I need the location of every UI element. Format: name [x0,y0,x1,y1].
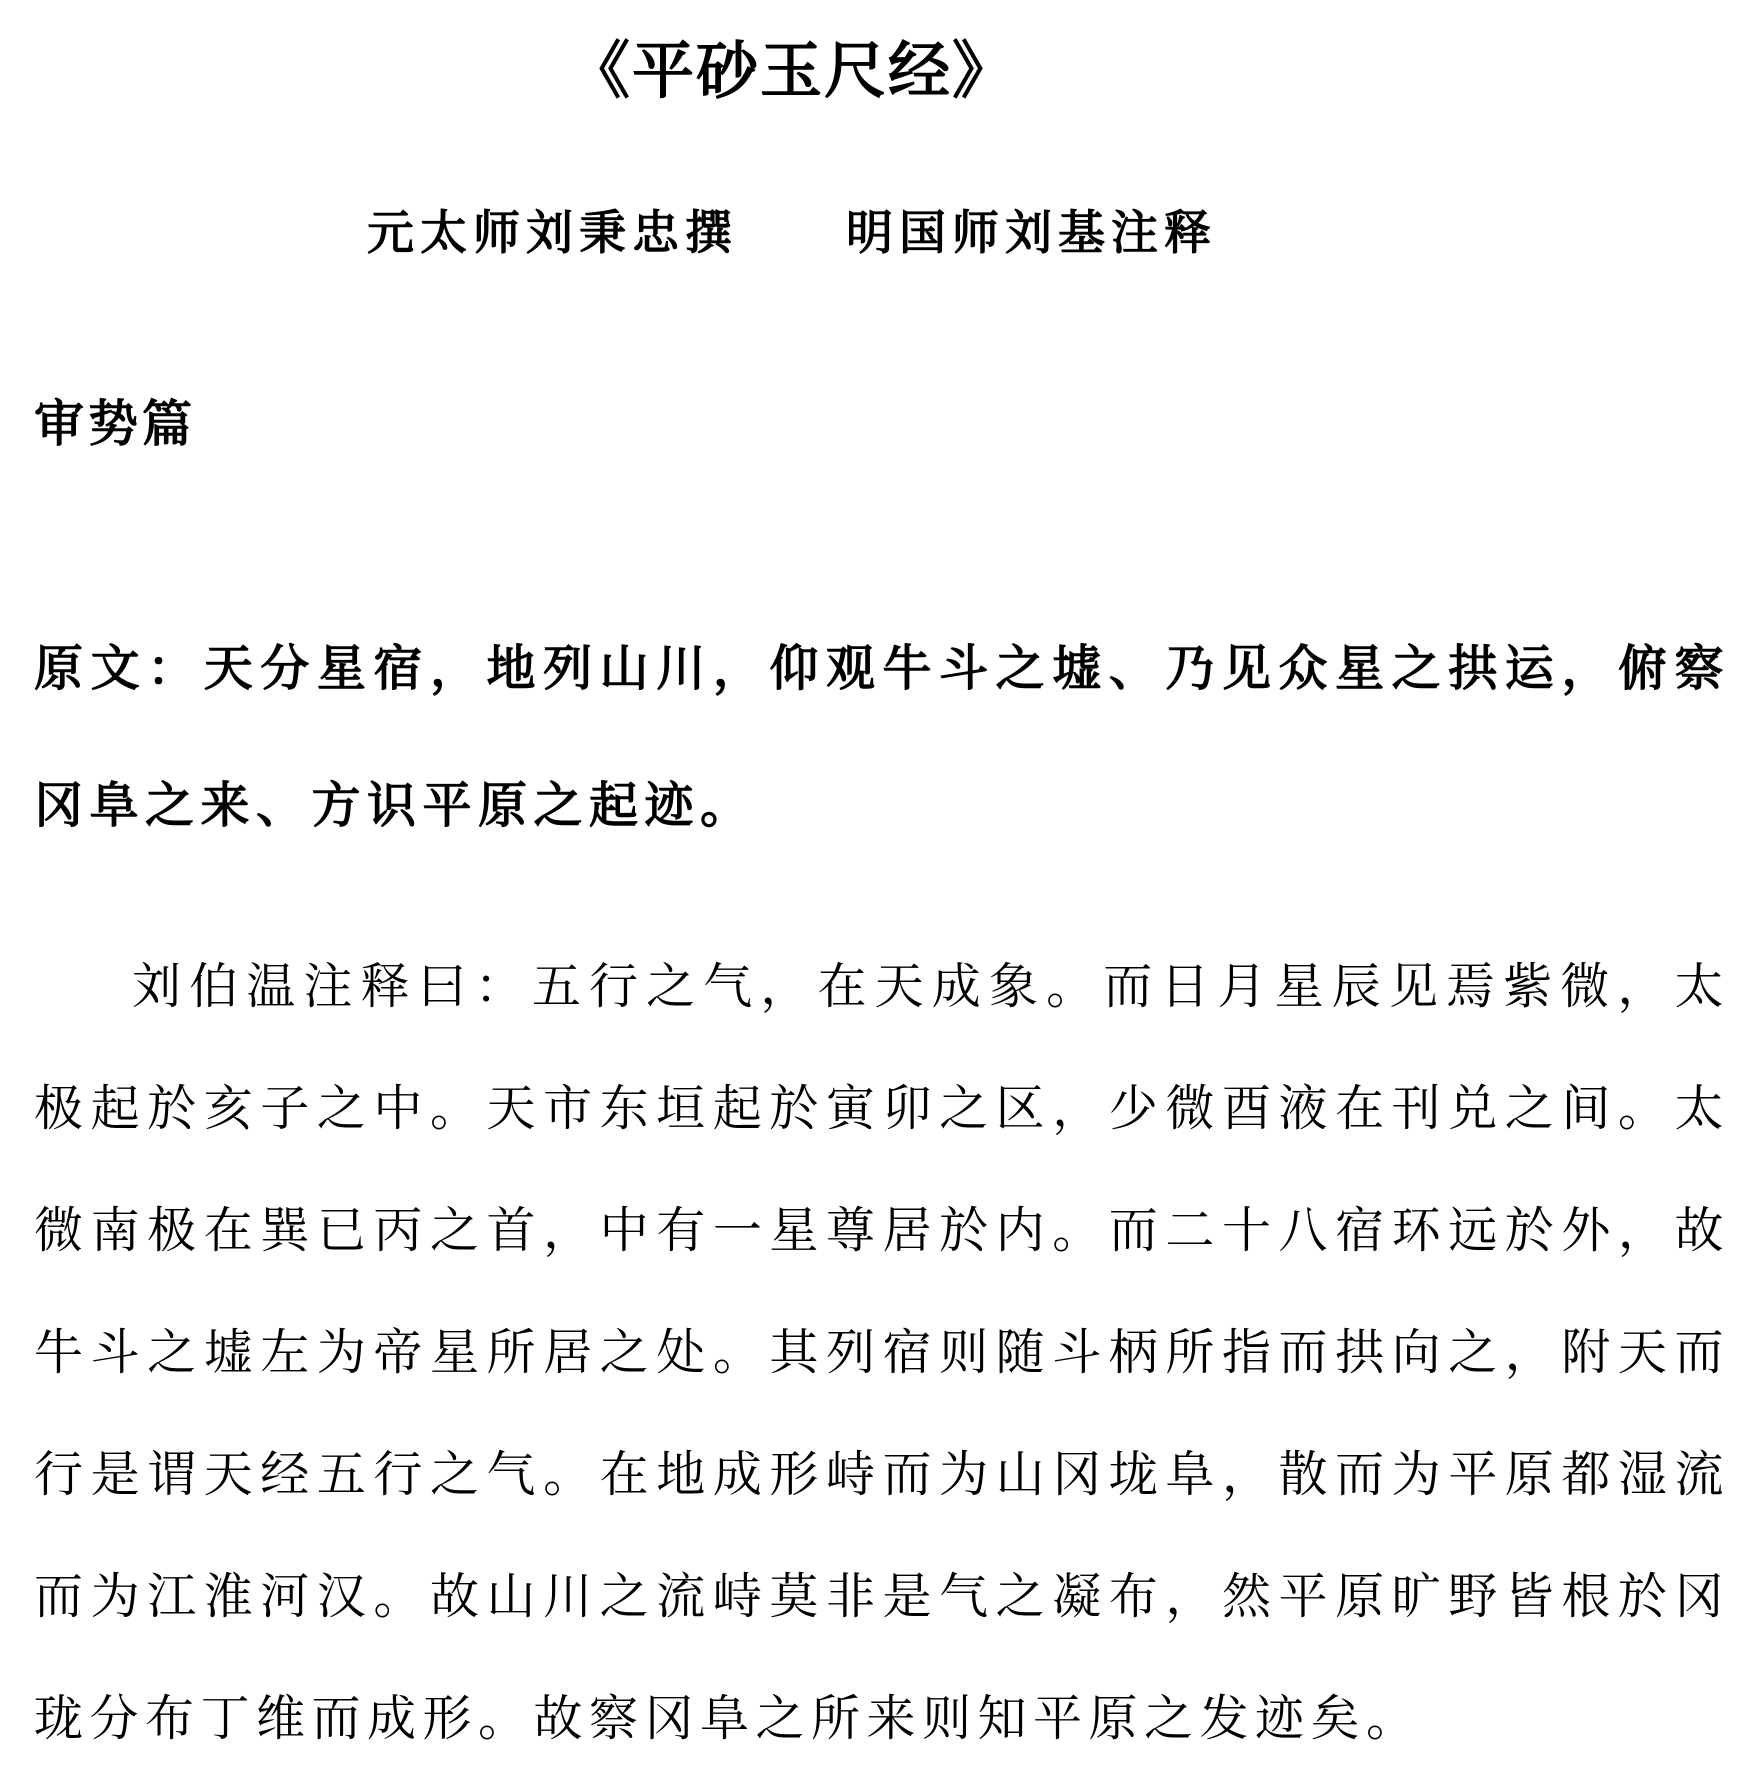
byline-author: 元太师刘秉忠撰 [367,205,738,261]
section-heading: 审势篇 [34,393,196,453]
original-text-paragraph: 原文：天分星宿，地列山川，仰观牛斗之墟、乃见众星之拱运，俯察冈阜之来、方识平原之起迹。 [34,638,1730,834]
document-title: 《平砂玉尺经》 [567,34,1016,107]
byline [0,206,1640,262]
commentary-paragraph: 刘伯温注释曰：五行之气，在天成象。而日月星辰见焉紫微，太极起於亥子之中。天市东垣起於寅卯之区，少微酉液在刊兑之间。太微南极在巽已丙之首，中有一星尊居於内。而二十八宿环远於外，故牛斗之墟左为帝星所居之处。其列宿则随斗柄所指而拱向之，附天而行是谓天经五行之气。在地成形峙而为山冈垅阜，散而为平原都湿流而为江淮河汉。故山川之流峙莫非是气之凝布，然平原旷野皆根於冈珑分布丁维而成形。故察冈阜之所来则知平原之发迹矣。 [34,957,1730,1747]
byline-annotator: 明国师刘基注释 [846,205,1217,261]
